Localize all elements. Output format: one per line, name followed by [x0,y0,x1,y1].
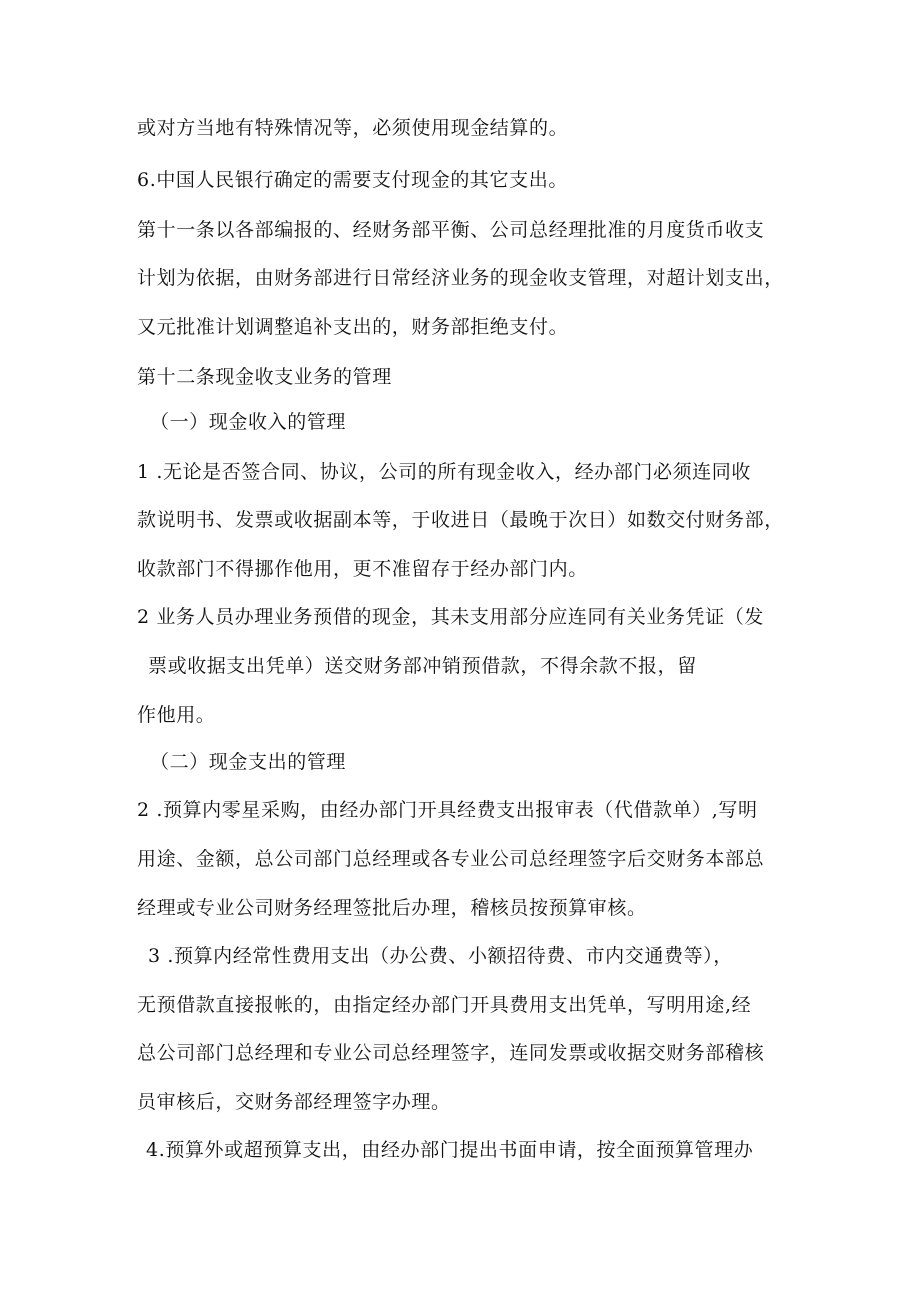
text-line: 款说明书、发票或收据副本等，于收进日（最晚于次日）如数交付财务部， [137,509,784,531]
text-line: 无预借款直接报帐的，由指定经办部门开具费用支出凭单，写明用途,经 [137,994,752,1016]
text-line: 员审核后，交财务部经理签字办理。 [137,1091,451,1113]
subsection-heading: （一）现金收入的管理 [150,411,347,433]
text-line: 又元批准计划调整追补支出的，财务部拒绝支付。 [137,316,569,338]
text-line: 6.中国人民银行确定的需要支付现金的其它支出。 [137,169,568,191]
text-line: 1 .无论是否签合同、协议，公司的所有现金收入，经办部门必须连同收 [137,461,751,483]
text-line: 计划为依据，由财务部进行日常经济业务的现金收支管理，对超计划支出， [137,267,784,289]
text-line: 票或收据支出凭单）送交财务部冲销预借款，不得余款不报，留 [148,655,697,677]
text-line: 4.预算外或超预算支出，由经办部门提出书面申请，按全面预算管理办 [146,1139,754,1161]
text-line: 或对方当地有特殊情况等，必须使用现金结算的。 [137,117,569,139]
text-line: 2 .预算内零星采购，由经办部门开具经费支出报审表（代借款单）,写明 [137,799,758,821]
text-line: 第十一条以各部编报的、经财务部平衡、公司总经理批准的月度货币收支 [137,219,765,241]
section-heading: 第十二条现金收支业务的管理 [137,366,392,388]
text-line: 3 .预算内经常性费用支出（办公费、小额招待费、市内交通费等）， [148,945,733,967]
text-line: 总公司部门总经理和专业公司总经理签字，连同发票或收据交财务部稽核 [137,1042,765,1064]
text-line: 作他用。 [137,704,216,726]
text-line: 2 业务人员办理业务预借的现金，其未支用部分应连同有关业务凭证（发 [137,606,764,628]
text-line: 收款部门不得挪作他用，更不准留存于经办部门内。 [137,558,588,580]
subsection-heading: （二）现金支出的管理 [150,751,347,773]
text-line: 经理或专业公司财务经理签批后办理，稽核员按预算审核。 [137,897,647,919]
text-line: 用途、金额，总公司部门总经理或各专业公司总经理签字后交财务本部总 [137,848,765,870]
